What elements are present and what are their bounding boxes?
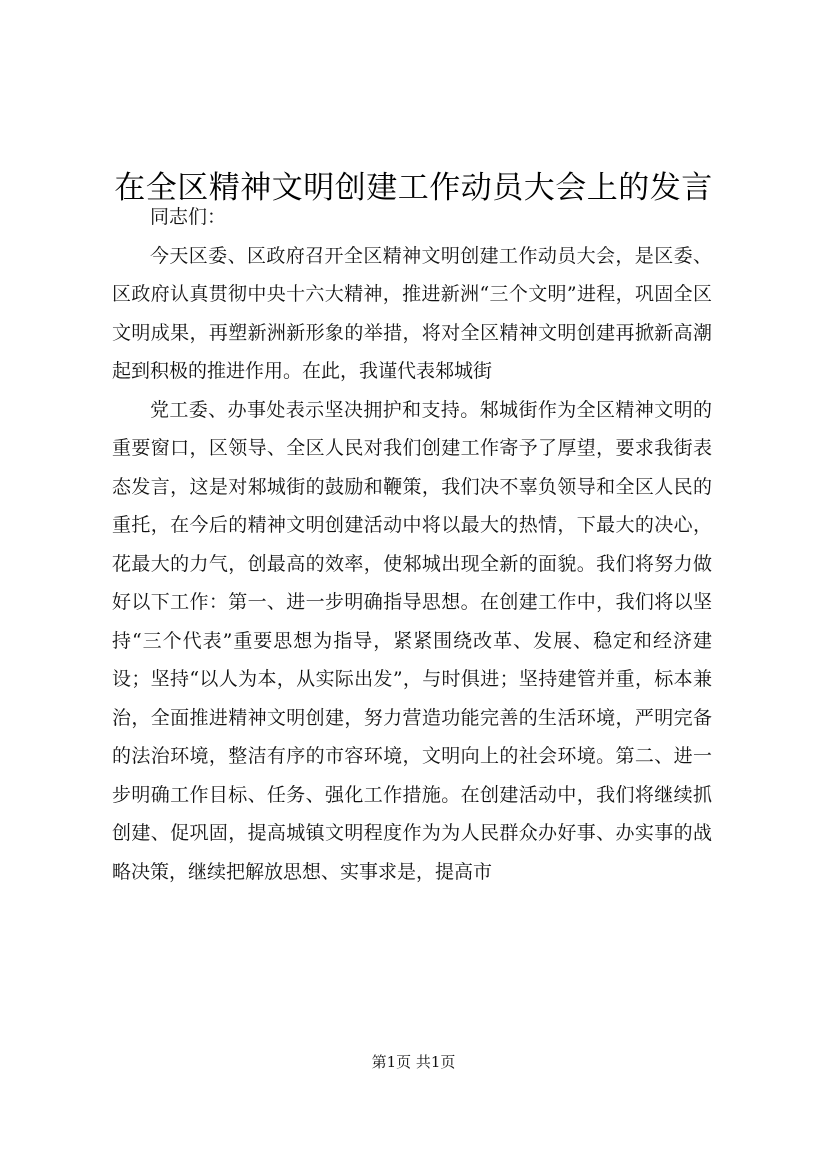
salutation: 同志们：: [150, 206, 227, 228]
document-body: [112, 198, 712, 891]
page-footer: 第1页 共1页: [371, 1053, 456, 1071]
paragraph-2: 党工委、办事处表示坚决拥护和支持。邾城街作为全区精神文明的重要窗口，区领导、全区人民对我们创建工作寄予了厚望，要求我街表态发言，这是对邾城街的鼓励和鞭策，我们决不辜负领导和全区人民的重托，在今后的精神文明创建活动中将以最大的热情，下最大的决心，花最大的力气，创最高的效率，使邾城出现全新的面貌。我们将努力做好以下工作：第一、进一步明确指导思想。在创建工作中，我们将以坚持“三个代表”重要思想为指导，紧紧围绕改革、发展、稳定和经济建设；坚持“以人为本，从实际出发”，与时俱进；坚持建管并重，标本兼治，全面推进精神文明创建，努力营造功能完善的生活环境，严明完备的法治环境，整洁有序的市容环境，文明向上的社会环境。第二、进一步明确工作目标、任务、强化工作措施。在创建活动中，我们将继续抓创建、促巩固，提高城镇文明程度作为为人民群众办好事、办实事的战略决策，继续把解放思想、实事求是，提高市: [112, 398, 712, 883]
document-title: 在全区精神文明创建工作动员大会上的发言: [114, 169, 713, 206]
paragraph-1: 今天区委、区政府召开全区精神文明创建工作动员大会，是区委、区政府认真贯彻中央十六大精神，推进新洲“三个文明”进程，巩固全区文明成果，再塑新洲新形象的举措，将对全区精神文明创建再掀新高潮起到积极的推进作用。在此，我谨代表邾城街: [112, 244, 712, 382]
